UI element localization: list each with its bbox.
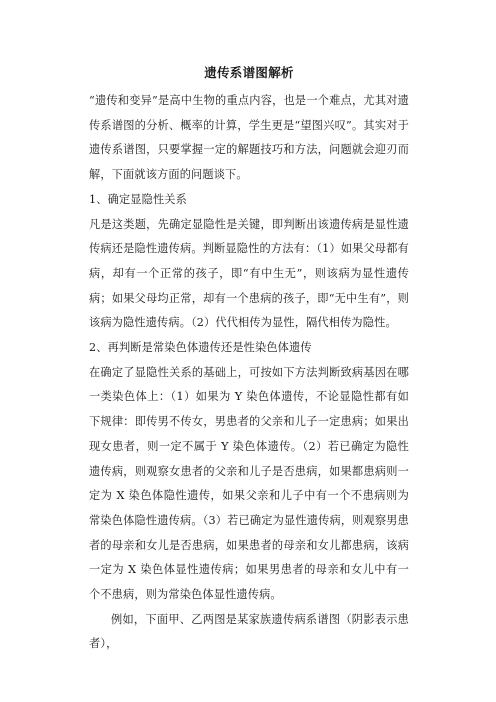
document-body: [89, 66, 409, 657]
section-1-heading: 1、确定显隐性关系: [89, 192, 187, 206]
intro-paragraph: “遗传和变异”是高中生物的重点内容，也是一个难点，尤其对遗传系谱图的分析、概率的计算，学生更是“望图兴叹”。其实对于遗传系谱图，只要掌握一定的解题技巧和方法，问题就会迎刃而解，下面就该方面的问题谈下。: [89, 94, 409, 182]
section-2-heading: 2、再判断是常染色体遗传还是性染色体遗传: [89, 341, 312, 355]
example-paragraph: 例如，下面甲、乙两图是某家族遗传病系谱图（阴影表示患者），: [89, 612, 409, 651]
document-title: 遗传系谱图解析: [204, 65, 294, 80]
section-2-paragraph: 在确定了显隐性关系的基础上，可按如下方法判断致病基因在哪一类染色体上：（1）如果为 Y 染色体遗传，不论显隐性都有如下规律：即传男不传女，男患者的父亲和儿子一定患病；如果出现女患者，则一定不属于 Y 染色体遗传。（2）若已确定为隐性遗传病，则观察女患者的父亲和儿子是否患病，如果都患病则一定为 X 染色体隐性遗传，如果父亲和儿子中有一个不患病则为常染色体隐性遗传病。（3）若已确定为显性遗传病，则观察男患者的母亲和女儿是否患病，如果患者的母亲和女儿都患病，该病一定为 X 染色体显性遗传病；如果男患者的母亲和女儿中有一个不患病，则为常染色体显性遗传病。: [89, 365, 409, 602]
section-1-paragraph: 凡是这类题，先确定显隐性是关键，即判断出该遗传病是显性遗传病还是隐性遗传病。判断显隐性的方法有：（1）如果父母都有病，却有一个正常的孩子，即“有中生无”，则该病为显性遗传病；如果父母均正常，却有一个患病的孩子，即“无中生有”，则该病为隐性遗传病。（2）代代相传为显性，隔代相传为隐性。: [89, 217, 409, 330]
